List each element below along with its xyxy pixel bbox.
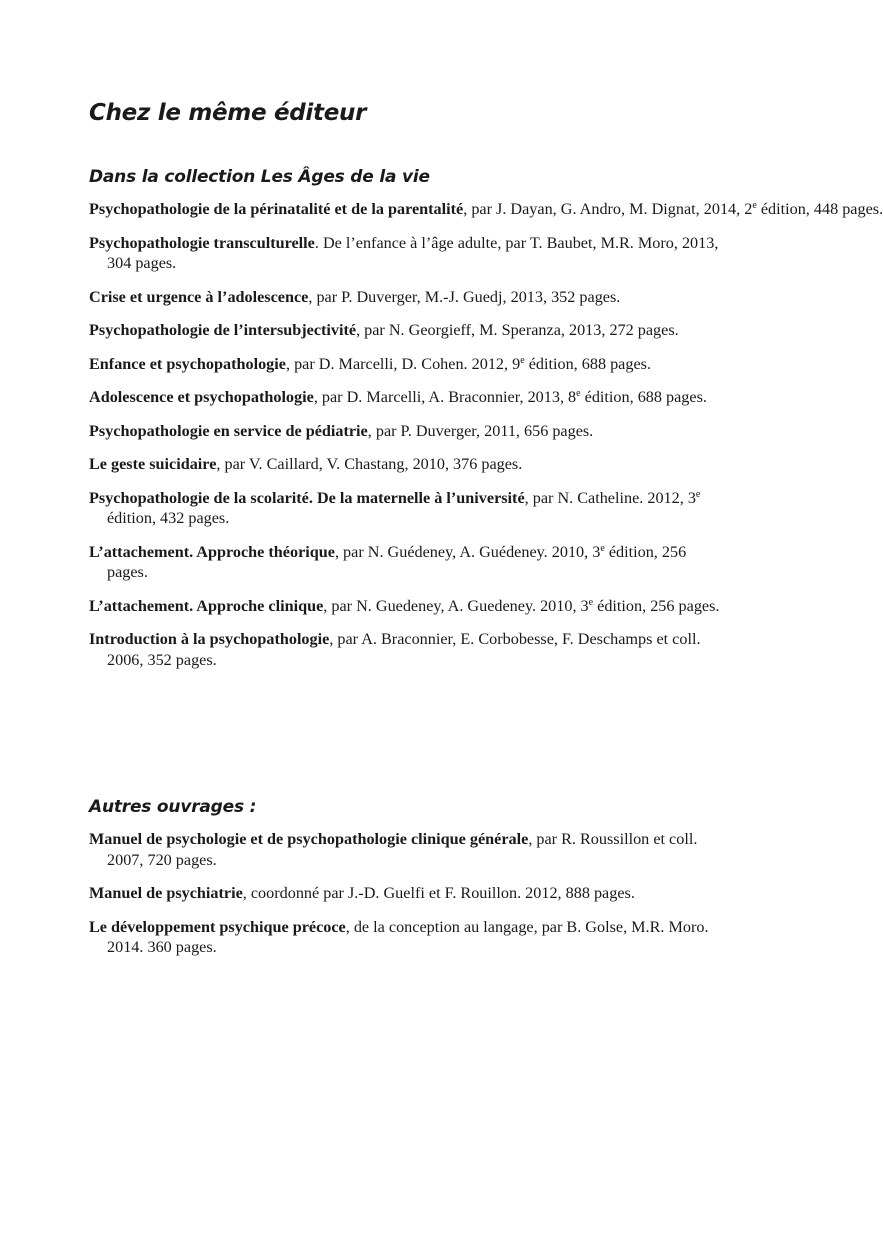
book-title: Crise et urgence à l’adolescence	[89, 287, 309, 306]
book-title: Le geste suicidaire	[89, 455, 217, 473]
book-entry: Crise et urgence à l’adolescence, par P. Duverger, M.-J. Guedj, 2013, 352 pages.	[89, 287, 621, 306]
book-entry: Psychopathologie de la scolarité. De la maternelle à l’université, par N. Catheline. 2012, 3e édition, 432 pages.	[89, 488, 701, 527]
book-title: Psychopathologie en service de pédiatrie	[89, 421, 368, 440]
book-title: L’attachement. Approche théorique	[89, 542, 335, 561]
book-title: Enfance et psychopathologie	[89, 354, 286, 373]
book-entry: L’attachement. Approche clinique, par N. Guedeney, A. Guedeney. 2010, 3e édition, 256 pages.	[89, 596, 720, 615]
section-other-works	[89, 797, 729, 971]
book-entry: Enfance et psychopathologie, par D. Marcelli, D. Cohen. 2012, 9e édition, 688 pages.	[89, 354, 651, 373]
book-title: Psychopathologie transculturelle	[89, 233, 315, 252]
book-title: Introduction à la psychopathologie	[89, 630, 330, 648]
book-list	[89, 829, 729, 958]
book-entry: L’attachement. Approche théorique, par N. Guédeney, A. Guédeney. 2010, 3e édition, 256 pages.	[89, 542, 687, 581]
book-title: Le développement psychique précoce	[89, 917, 346, 936]
section-collection	[89, 167, 883, 683]
book-entry: Psychopathologie de l’intersubjectivité, par N. Georgieff, M. Speranza, 2013, 272 pages.	[89, 321, 679, 339]
book-entry: Manuel de psychologie et de psychopathologie clinique générale, par R. Roussillon et coll. 2007, 720 pages.	[89, 830, 698, 869]
book-title: Psychopathologie de la périnatalité et de la parentalité	[89, 200, 464, 218]
section-title: Autres ouvrages :	[89, 797, 257, 817]
book-title: Psychopathologie de la scolarité. De la maternelle à l’université	[89, 488, 525, 507]
book-list	[89, 199, 883, 670]
book-entry: Psychopathologie en service de pédiatrie, par P. Duverger, 2011, 656 pages.	[89, 421, 594, 440]
section-title: Dans la collection Les Âges de la vie	[89, 167, 430, 187]
book-title: Manuel de psychiatrie	[89, 884, 243, 902]
book-entry: Introduction à la psychopathologie, par A. Braconnier, E. Corbobesse, F. Deschamps et coll. 2006, 352 pages.	[89, 630, 701, 669]
book-entry: Adolescence et psychopathologie, par D. Marcelli, A. Braconnier, 2013, 8e édition, 688 pages.	[89, 388, 707, 406]
book-entry: Manuel de psychiatrie, coordonné par J.-D. Guelfi et F. Rouillon. 2012, 888 pages.	[89, 884, 635, 902]
book-title: Manuel de psychologie et de psychopathologie clinique générale	[89, 830, 529, 848]
book-title: Psychopathologie de l’intersubjectivité	[89, 321, 357, 339]
book-entry: Le geste suicidaire, par V. Caillard, V. Chastang, 2010, 376 pages.	[89, 455, 523, 473]
page-title: Chez le même éditeur	[89, 100, 367, 126]
book-entry: Le développement psychique précoce, de la conception au langage, par B. Golse, M.R. Moro. 2014. 360 pages.	[89, 917, 709, 956]
book-title: Adolescence et psychopathologie	[89, 388, 314, 406]
book-entry: Psychopathologie transculturelle. De l’enfance à l’âge adulte, par T. Baubet, M.R. Moro, 2013, 304 pages.	[89, 233, 719, 272]
book-entry: Psychopathologie de la périnatalité et de la parentalité, par J. Dayan, G. Andro, M. Dignat, 2014, 2e édition, 448 pages.	[89, 200, 883, 218]
book-title: L’attachement. Approche clinique	[89, 596, 324, 615]
